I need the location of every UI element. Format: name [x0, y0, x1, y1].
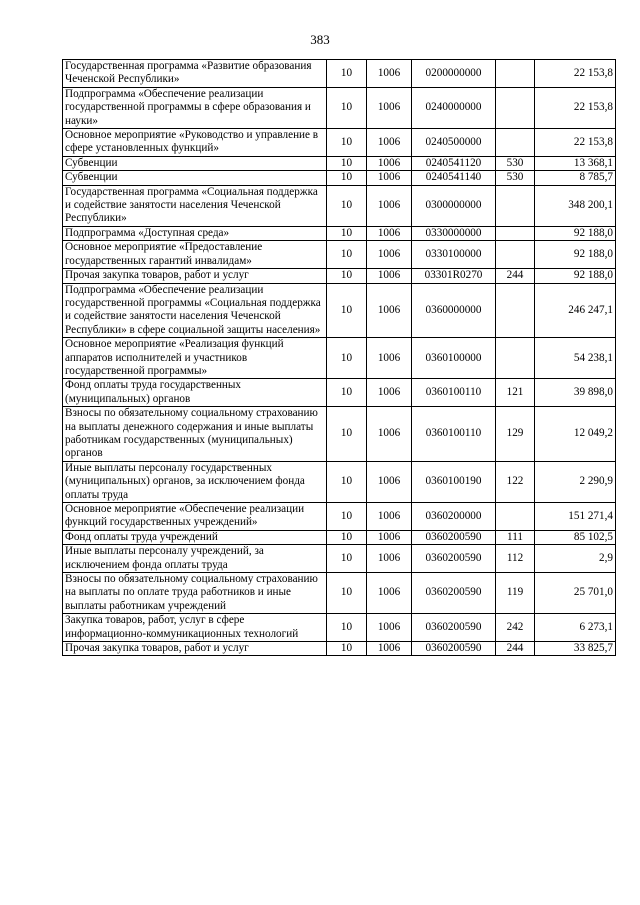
target-article-cell: 03301R0270	[412, 269, 496, 283]
target-article-cell: 0360200000	[412, 503, 496, 531]
target-article-cell: 0240541140	[412, 171, 496, 185]
section-code-cell: 10	[327, 226, 367, 240]
row-name-cell: Иные выплаты персоналу учреждений, за исключением фонда оплаты труда	[63, 545, 327, 573]
table-row	[63, 530, 616, 544]
row-name-cell: Взносы по обязательному социальному страхованию на выплаты по оплате труда работников и иные выплаты работникам учреждений	[63, 573, 327, 614]
target-article-cell: 0360000000	[412, 283, 496, 338]
table-row	[63, 241, 616, 269]
amount-cell: 22 153,8	[535, 87, 616, 128]
row-name-cell: Прочая закупка товаров, работ и услуг	[63, 642, 327, 656]
table-row	[63, 545, 616, 573]
section-code-cell: 10	[327, 545, 367, 573]
section-code-cell: 10	[327, 503, 367, 531]
table-row	[63, 461, 616, 502]
expense-type-cell	[496, 338, 535, 379]
section-code-cell: 10	[327, 283, 367, 338]
section-code-cell: 10	[327, 269, 367, 283]
row-name-cell: Основное мероприятие «Реализация функций аппаратов исполнителей и участников государственной программы»	[63, 338, 327, 379]
row-name-cell: Субвенции	[63, 171, 327, 185]
subsection-code-cell: 1006	[367, 60, 412, 88]
row-name-cell: Подпрограмма «Обеспечение реализации государственной программы в сфере образования и науки»	[63, 87, 327, 128]
subsection-code-cell: 1006	[367, 241, 412, 269]
amount-cell: 348 200,1	[535, 185, 616, 226]
row-name-cell: Фонд оплаты труда государственных (муниципальных) органов	[63, 379, 327, 407]
page-number: 383	[310, 32, 330, 47]
section-code-cell: 10	[327, 530, 367, 544]
section-code-cell: 10	[327, 573, 367, 614]
expense-type-cell: 530	[496, 171, 535, 185]
row-name-cell: Государственная программа «Социальная поддержка и содействие занятости населения Чеченской Республики»	[63, 185, 327, 226]
section-code-cell: 10	[327, 171, 367, 185]
table-row	[63, 185, 616, 226]
subsection-code-cell: 1006	[367, 614, 412, 642]
target-article-cell: 0360200590	[412, 545, 496, 573]
target-article-cell: 0360200590	[412, 642, 496, 656]
amount-cell: 22 153,8	[535, 129, 616, 157]
row-name-cell: Закупка товаров, работ, услуг в сфере информационно-коммуникационных технологий	[63, 614, 327, 642]
table-row	[63, 407, 616, 462]
row-name-cell: Фонд оплаты труда учреждений	[63, 530, 327, 544]
subsection-code-cell: 1006	[367, 461, 412, 502]
subsection-code-cell: 1006	[367, 338, 412, 379]
amount-cell: 13 368,1	[535, 156, 616, 170]
amount-cell: 92 188,0	[535, 226, 616, 240]
table-row	[63, 642, 616, 656]
amount-cell: 25 701,0	[535, 573, 616, 614]
table-row	[63, 226, 616, 240]
subsection-code-cell: 1006	[367, 226, 412, 240]
subsection-code-cell: 1006	[367, 87, 412, 128]
subsection-code-cell: 1006	[367, 573, 412, 614]
row-name-cell: Взносы по обязательному социальному страхованию на выплаты денежного содержания и иные выплаты работникам государственных (муниципальных) органов	[63, 407, 327, 462]
amount-cell: 33 825,7	[535, 642, 616, 656]
row-name-cell: Подпрограмма «Обеспечение реализации государственной программы «Социальная поддержка и содействие занятости населения Чеченской Республики» в сфере социальной защиты населения»	[63, 283, 327, 338]
table-row	[63, 503, 616, 531]
expense-type-cell: 129	[496, 407, 535, 462]
expense-type-cell: 244	[496, 642, 535, 656]
expense-type-cell: 111	[496, 530, 535, 544]
subsection-code-cell: 1006	[367, 185, 412, 226]
target-article-cell: 0360100190	[412, 461, 496, 502]
amount-cell: 6 273,1	[535, 614, 616, 642]
target-article-cell: 0360100000	[412, 338, 496, 379]
table-row	[63, 60, 616, 88]
section-code-cell: 10	[327, 87, 367, 128]
section-code-cell: 10	[327, 642, 367, 656]
expense-type-cell	[496, 503, 535, 531]
target-article-cell: 0360100110	[412, 379, 496, 407]
target-article-cell: 0330000000	[412, 226, 496, 240]
expense-type-cell: 112	[496, 545, 535, 573]
expense-type-cell	[496, 241, 535, 269]
table-row	[63, 87, 616, 128]
table-row	[63, 379, 616, 407]
subsection-code-cell: 1006	[367, 156, 412, 170]
section-code-cell: 10	[327, 614, 367, 642]
section-code-cell: 10	[327, 156, 367, 170]
expense-type-cell: 122	[496, 461, 535, 502]
table-row	[63, 283, 616, 338]
row-name-cell: Подпрограмма «Доступная среда»	[63, 226, 327, 240]
expense-type-cell: 530	[496, 156, 535, 170]
subsection-code-cell: 1006	[367, 129, 412, 157]
amount-cell: 39 898,0	[535, 379, 616, 407]
row-name-cell: Иные выплаты персоналу государственных (муниципальных) органов, за исключением фонда оплаты труда	[63, 461, 327, 502]
expense-type-cell	[496, 185, 535, 226]
amount-cell: 22 153,8	[535, 60, 616, 88]
row-name-cell: Основное мероприятие «Предоставление государственных гарантий инвалидам»	[63, 241, 327, 269]
subsection-code-cell: 1006	[367, 530, 412, 544]
row-name-cell: Основное мероприятие «Обеспечение реализации функций государственных учреждений»	[63, 503, 327, 531]
amount-cell: 2 290,9	[535, 461, 616, 502]
table-row	[63, 573, 616, 614]
subsection-code-cell: 1006	[367, 171, 412, 185]
budget-table-body	[63, 60, 616, 656]
amount-cell: 54 238,1	[535, 338, 616, 379]
section-code-cell: 10	[327, 379, 367, 407]
table-row	[63, 156, 616, 170]
expense-type-cell	[496, 87, 535, 128]
expense-type-cell	[496, 60, 535, 88]
amount-cell: 12 049,2	[535, 407, 616, 462]
row-name-cell: Государственная программа «Развитие образования Чеченской Республики»	[63, 60, 327, 88]
amount-cell: 246 247,1	[535, 283, 616, 338]
target-article-cell: 0330100000	[412, 241, 496, 269]
section-code-cell: 10	[327, 338, 367, 379]
subsection-code-cell: 1006	[367, 379, 412, 407]
amount-cell: 92 188,0	[535, 241, 616, 269]
subsection-code-cell: 1006	[367, 269, 412, 283]
expense-type-cell	[496, 283, 535, 338]
table-row	[63, 269, 616, 283]
expense-type-cell: 119	[496, 573, 535, 614]
expense-type-cell	[496, 226, 535, 240]
section-code-cell: 10	[327, 185, 367, 226]
target-article-cell: 0300000000	[412, 185, 496, 226]
target-article-cell: 0200000000	[412, 60, 496, 88]
row-name-cell: Субвенции	[63, 156, 327, 170]
expense-type-cell	[496, 129, 535, 157]
target-article-cell: 0360200590	[412, 530, 496, 544]
table-row	[63, 338, 616, 379]
table-row	[63, 614, 616, 642]
row-name-cell: Основное мероприятие «Руководство и управление в сфере установленных функций»	[63, 129, 327, 157]
table-row	[63, 129, 616, 157]
target-article-cell: 0360200590	[412, 614, 496, 642]
budget-table	[62, 59, 616, 656]
table-row	[63, 171, 616, 185]
section-code-cell: 10	[327, 129, 367, 157]
expense-type-cell: 121	[496, 379, 535, 407]
section-code-cell: 10	[327, 407, 367, 462]
subsection-code-cell: 1006	[367, 503, 412, 531]
expense-type-cell: 244	[496, 269, 535, 283]
subsection-code-cell: 1006	[367, 283, 412, 338]
amount-cell: 92 188,0	[535, 269, 616, 283]
row-name-cell: Прочая закупка товаров, работ и услуг	[63, 269, 327, 283]
section-code-cell: 10	[327, 241, 367, 269]
subsection-code-cell: 1006	[367, 642, 412, 656]
subsection-code-cell: 1006	[367, 545, 412, 573]
section-code-cell: 10	[327, 60, 367, 88]
expense-type-cell: 242	[496, 614, 535, 642]
amount-cell: 85 102,5	[535, 530, 616, 544]
target-article-cell: 0360200590	[412, 573, 496, 614]
subsection-code-cell: 1006	[367, 407, 412, 462]
target-article-cell: 0240541120	[412, 156, 496, 170]
target-article-cell: 0360100110	[412, 407, 496, 462]
target-article-cell: 0240500000	[412, 129, 496, 157]
amount-cell: 2,9	[535, 545, 616, 573]
target-article-cell: 0240000000	[412, 87, 496, 128]
section-code-cell: 10	[327, 461, 367, 502]
amount-cell: 8 785,7	[535, 171, 616, 185]
amount-cell: 151 271,4	[535, 503, 616, 531]
